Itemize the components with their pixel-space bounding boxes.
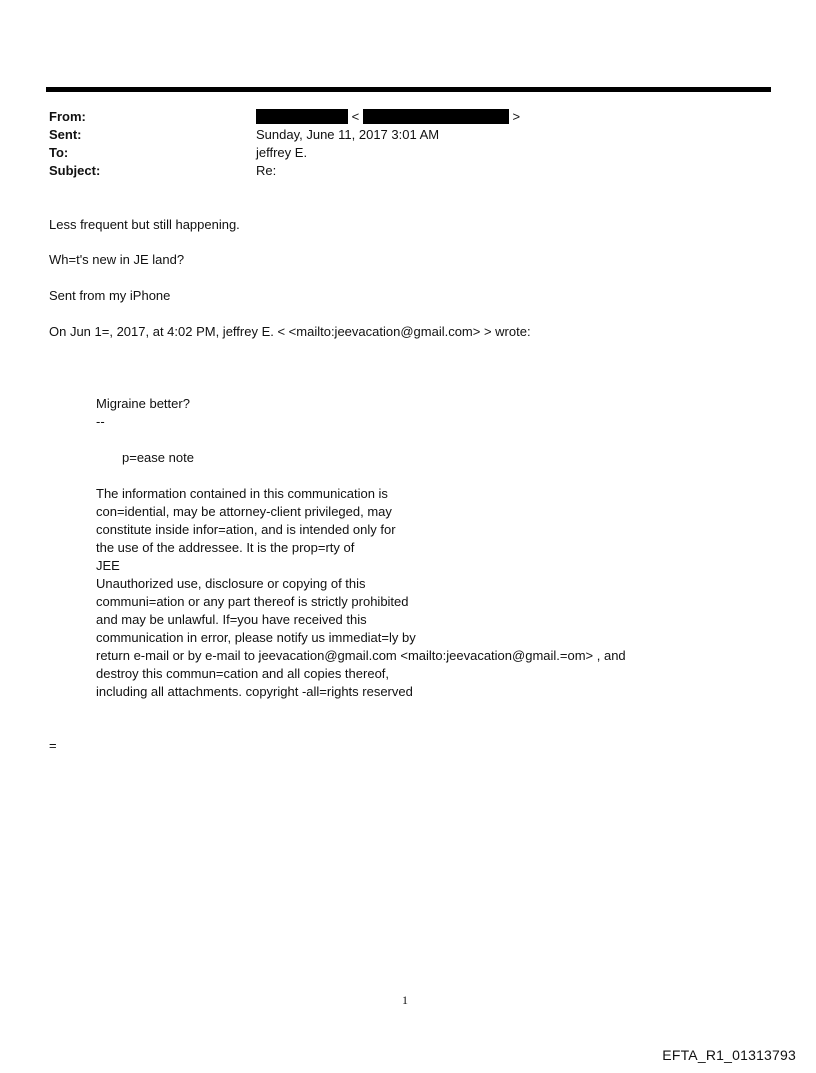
disclaimer-line: including all attachments. copyright -all=rights reserved <box>96 684 413 699</box>
disclaimer-line: JEE <box>96 558 120 573</box>
body-line: Less frequent but still happening. <box>49 217 240 232</box>
subject-label: Subject: <box>49 163 101 178</box>
sent-label: Sent: <box>49 127 82 142</box>
disclaimer-line: Unauthorized use, disclosure or copying of this <box>96 576 366 591</box>
body-line: On Jun 1=, 2017, at 4:02 PM, jeffrey E. < <mailto:jeevacation@gmail.com> > wrote: <box>49 324 531 339</box>
subject-value: Re: <box>256 163 277 178</box>
to-label: To: <box>49 145 69 160</box>
trailer-mark: = <box>49 738 57 753</box>
from-label: From: <box>49 109 86 124</box>
from-lt: < <box>351 109 360 124</box>
quoted-line: -- <box>96 414 105 429</box>
disclaimer-line: constitute inside infor=ation, and is intended only for <box>96 522 396 537</box>
sent-value: Sunday, June 11, 2017 3:01 AM <box>256 127 440 142</box>
from-value <box>256 108 520 126</box>
disclaimer-line: communi=ation or any part thereof is strictly prohibited <box>96 594 409 609</box>
quoted-line: p=ease note <box>122 450 194 465</box>
header-rule <box>46 87 771 92</box>
disclaimer-line: con=idential, may be attorney-client privileged, may <box>96 504 392 519</box>
quoted-line: Migraine better? <box>96 396 190 411</box>
to-value: jeffrey E. <box>256 145 308 160</box>
redaction-block <box>363 109 509 124</box>
bates-number: EFTA_R1_01313793 <box>662 1047 796 1063</box>
disclaimer-line: The information contained in this communication is <box>96 486 388 501</box>
body-line: Wh=t's new in JE land? <box>49 252 185 267</box>
disclaimer-line: communication in error, please notify us immediat=ly by <box>96 630 416 645</box>
from-gt: > <box>512 109 521 124</box>
redaction-block <box>256 109 348 124</box>
body-line: Sent from my iPhone <box>49 288 171 303</box>
disclaimer-line: destroy this commun=cation and all copies thereof, <box>96 666 390 681</box>
page-number: 1 <box>402 993 408 1007</box>
disclaimer-line: the use of the addressee. It is the prop=rty of <box>96 540 355 555</box>
disclaimer-line: and may be unlawful. If=you have received this <box>96 612 367 627</box>
disclaimer-line: return e-mail or by e-mail to jeevacation@gmail.com <mailto:jeevacation@gmail.=om> , and <box>96 648 626 663</box>
